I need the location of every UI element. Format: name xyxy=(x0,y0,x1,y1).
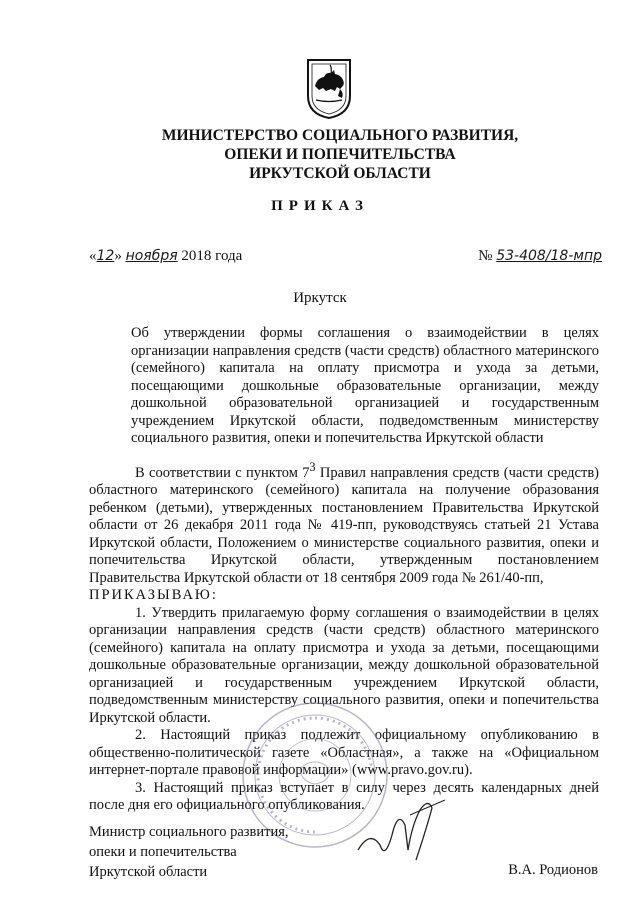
order-item: 2. Настоящий приказ подлежит официальному опубликованию в общественно-политической газете «Областная», а также на «Официальном интернет-портале правовой информации» (www.pravo.gov.ru). xyxy=(89,727,599,779)
date-year: 2018 года xyxy=(181,248,243,264)
irkutsk-coat-of-arms-icon xyxy=(304,56,354,120)
preamble-superscript: 3 xyxy=(309,460,316,474)
handwritten-signature-icon xyxy=(350,790,460,870)
signer-title xyxy=(89,822,289,882)
date-month-handwritten: ноября xyxy=(125,248,178,264)
signer-title-line: опеки и попечительства xyxy=(89,844,237,860)
document-number xyxy=(478,248,602,265)
number-value-handwritten: 53-408/18-мпр xyxy=(496,248,602,264)
signer-title-line: Иркутской области xyxy=(89,864,208,880)
signer-title-line: Министр социального развития, xyxy=(89,824,289,840)
ministry-name xyxy=(60,126,620,183)
number-prefix: № xyxy=(478,248,493,264)
preamble-paragraph xyxy=(89,459,599,587)
document-date xyxy=(89,248,242,265)
ministry-line: ОПЕКИ И ПОПЕЧИТЕЛЬСТВА xyxy=(224,146,456,163)
order-word: ПРИКАЗЫВАЮ: xyxy=(89,587,218,604)
document-city: Иркутск xyxy=(293,290,347,306)
document-subject: Об утверждении формы соглашения о взаимодействии в целях организации направления средств (части средств) областного материнского (семейного) капитала на оплату присмотра и ухода за детьми, посещающими дошкольные образовательные организации, между дошкольной образовательной организацией и государственным учреждением Иркутской области, подведомственным министерству социального развития, опеки и попечительства Иркутской области xyxy=(131,325,599,446)
ministry-line: ИРКУТСКОЙ ОБЛАСТИ xyxy=(249,165,431,182)
document-type-title: ПРИКАЗ xyxy=(271,198,369,214)
date-open-quote: « xyxy=(89,248,97,264)
order-item: 1. Утвердить прилагаемую форму соглашения о взаимодействии в целях организации направления средств (части средств) областного материнского (семейного) капитала на оплату присмотра и ухода за детьми, посещающими дошкольные образовательные организации, между дошкольной образовательной организацией и государственным учреждением Иркутской области, подведомственным министерству социального развития, опеки и попечительства Иркутской области. xyxy=(89,604,599,726)
date-close-quote: » xyxy=(114,248,122,264)
order-item: 3. Настоящий приказ вступает в силу через десять календарных дней после дня его официального опубликования. xyxy=(89,779,599,814)
ministry-line: МИНИСТЕРСТВО СОЦИАЛЬНОГО РАЗВИТИЯ, xyxy=(161,127,519,144)
preamble-start: В соответствии с пунктом 7 xyxy=(135,464,310,481)
signer-name: В.А. Родионов xyxy=(508,862,598,878)
date-day-handwritten: 12 xyxy=(96,248,115,264)
preamble-rest: Правил направления средств (части средств) областного материнского (семейного) капитала на получение образования ребенком (детьми), утвержденных постановлением Правительства Иркутской области от 26 декабря 2011 года № 419-пп, руководствуясь статьей 21 Устава Иркутской области, Положением о министерстве социального развития, опеки и попечительства Иркутской области, утвержденным постановлением Правительства Иркутской области от 18 сентября 2009 года № 261/40-пп, xyxy=(89,464,599,586)
